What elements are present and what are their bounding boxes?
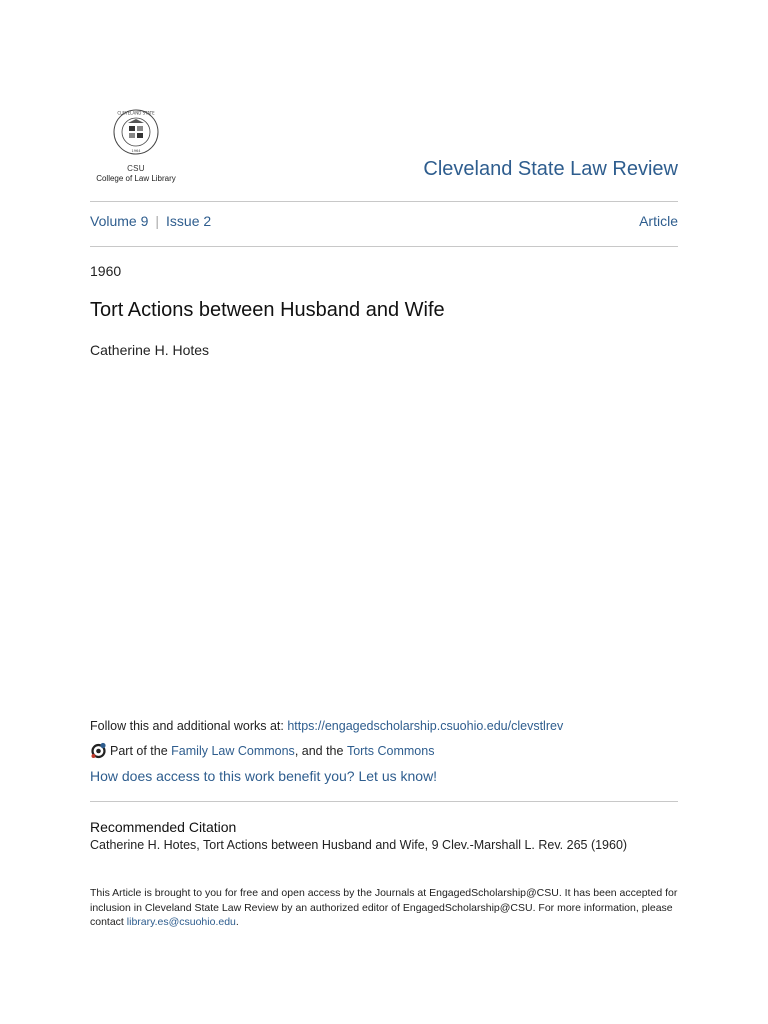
csu-law-library-logo[interactable] xyxy=(90,108,182,183)
part-of-prefix: Part of the xyxy=(110,743,168,758)
issue-divider xyxy=(90,246,678,247)
access-notice xyxy=(90,886,678,930)
article-type-link[interactable]: Article xyxy=(639,213,678,229)
part-of-line xyxy=(90,742,434,759)
publication-year: 1960 xyxy=(90,263,122,279)
citation-heading: Recommended Citation xyxy=(90,819,237,835)
logo-abbrev: CSU xyxy=(127,164,145,173)
repository-url-link[interactable]: https://engagedscholarship.csuohio.edu/clevstlrev xyxy=(287,719,564,733)
contact-email-link[interactable]: library.es@csuohio.edu xyxy=(126,916,236,928)
university-seal-icon xyxy=(112,108,160,162)
issue-link[interactable]: Issue 2 xyxy=(166,213,212,229)
logo-library-name: College of Law Library xyxy=(96,174,176,183)
article-author: Catherine H. Hotes xyxy=(90,342,210,358)
issue-separator: | xyxy=(155,213,160,229)
svg-text:CLEVELAND STATE: CLEVELAND STATE xyxy=(117,110,155,116)
access-notice-text: This Article is brought to you for free and open access by the Journals at EngagedScholarship@CSU. It has been accepted for inclusion in Cleveland State Law Review by an authorized editor of EngagedScholarship@CSU. For more information, please contact xyxy=(90,887,678,928)
journal-title-link[interactable]: Cleveland State Law Review xyxy=(423,158,678,180)
family-law-commons-link[interactable]: Family Law Commons xyxy=(171,743,295,758)
header-divider xyxy=(90,201,678,202)
citation-text: Catherine H. Hotes, Tort Actions between Husband and Wife, 9 Clev.-Marshall L. Rev. 265 (1960) xyxy=(90,838,628,852)
part-of-middle: , and the xyxy=(294,743,347,758)
issue-navigation xyxy=(90,213,678,229)
access-notice-end: . xyxy=(235,916,239,928)
header xyxy=(90,108,678,184)
citation-divider xyxy=(90,801,678,802)
network-commons-icon xyxy=(90,742,107,759)
torts-commons-link[interactable]: Torts Commons xyxy=(346,743,435,758)
volume-link[interactable]: Volume 9 xyxy=(90,213,149,229)
article-title: Tort Actions between Husband and Wife xyxy=(90,299,445,321)
access-feedback-link[interactable]: How does access to this work benefit you? Let us know! xyxy=(90,768,438,784)
follow-line xyxy=(90,719,563,733)
svg-text:1964: 1964 xyxy=(131,149,141,153)
follow-prefix: Follow this and additional works at: xyxy=(90,719,288,733)
cover-page xyxy=(90,0,678,1024)
